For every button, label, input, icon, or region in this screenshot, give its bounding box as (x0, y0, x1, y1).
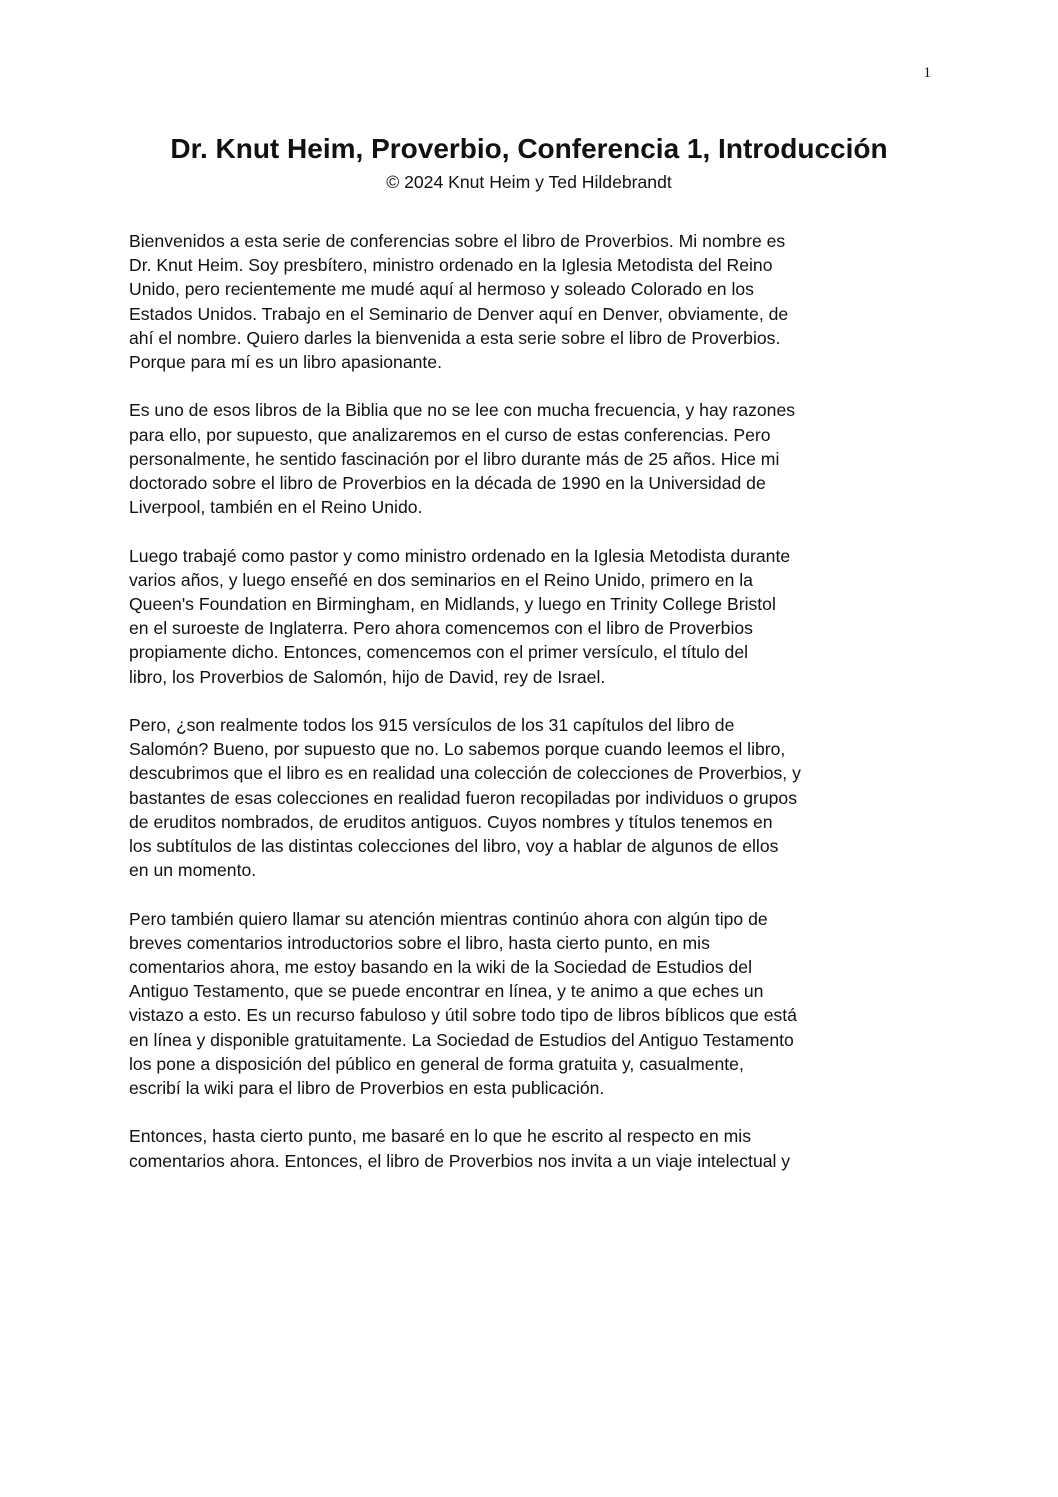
text-line: descubrimos que el libro es en realidad una colección de colecciones de Proverbios, y (129, 763, 801, 784)
page-number: 1 (923, 65, 931, 81)
text-line: en línea y disponible gratuitamente. La Sociedad de Estudios del Antiguo Testamento (129, 1029, 794, 1050)
paragraph (129, 713, 944, 882)
text-line: doctorado sobre el libro de Proverbios en la década de 1990 en la Universidad de (129, 473, 766, 494)
text-line: bastantes de esas colecciones en realidad fueron recopiladas por individuos o grupos (129, 787, 798, 808)
text-line: para ello, por supuesto, que analizaremos en el curso de estas conferencias. Pero (129, 424, 771, 445)
text-line: Queen's Foundation en Birmingham, en Midlands, y luego en Trinity College Bristol (129, 594, 776, 615)
text-line: Antiguo Testamento, que se puede encontrar en línea, y te animo a que eches un (129, 981, 764, 1002)
text-line: en el suroeste de Inglaterra. Pero ahora comencemos con el libro de Proverbios (129, 618, 753, 639)
document-title: Dr. Knut Heim, Proverbio, Conferencia 1, Introducción (170, 133, 888, 164)
text-line: Salomón? Bueno, por supuesto que no. Lo sabemos porque cuando leemos el libro, (129, 739, 786, 760)
paragraph (129, 1124, 944, 1172)
text-line: Pero también quiero llamar su atención mientras continúo ahora con algún tipo de (129, 908, 768, 929)
paragraph (129, 544, 944, 689)
text-line: Entonces, hasta cierto punto, me basaré en lo que he escrito al respecto en mis (129, 1126, 752, 1147)
text-line: comentarios ahora, me estoy basando en la wiki de la Sociedad de Estudios del (129, 957, 752, 978)
text-line: escribí la wiki para el libro de Proverbios en esta publicación. (129, 1078, 605, 1099)
text-line: Estados Unidos. Trabajo en el Seminario de Denver aquí en Denver, obviamente, de (129, 303, 789, 324)
text-line: varios años, y luego enseñé en dos seminarios en el Reino Unido, primero en la (129, 569, 753, 590)
paragraph (129, 907, 944, 1101)
text-line: de eruditos nombrados, de eruditos antiguos. Cuyos nombres y títulos tenemos en (129, 811, 773, 832)
text-line: vistazo a esto. Es un recurso fabuloso y útil sobre todo tipo de libros bíblicos que está (129, 1005, 797, 1026)
text-line: Dr. Knut Heim. Soy presbítero, ministro ordenado en la Iglesia Metodista del Reino (129, 255, 773, 276)
text-line: Luego trabajé como pastor y como ministro ordenado en la Iglesia Metodista durante (129, 545, 791, 566)
text-line: Liverpool, también en el Reino Unido. (129, 497, 423, 518)
text-line: libro, los Proverbios de Salomón, hijo de David, rey de Israel. (129, 666, 606, 687)
text-line: Porque para mí es un libro apasionante. (129, 352, 442, 373)
text-line: propiamente dicho. Entonces, comencemos con el primer versículo, el título del (129, 642, 749, 663)
text-line: Unido, pero recientemente me mudé aquí al hermoso y soleado Colorado en los (129, 279, 754, 300)
document-body (129, 229, 944, 1197)
text-line: Pero, ¿son realmente todos los 915 versículos de los 31 capítulos del libro de (129, 715, 735, 736)
copyright-line: © 2024 Knut Heim y Ted Hildebrandt (386, 172, 672, 192)
paragraph (129, 229, 944, 374)
text-line: Es uno de esos libros de la Biblia que no se lee con mucha frecuencia, y hay razones (129, 400, 796, 421)
text-line: breves comentarios introductorios sobre el libro, hasta cierto punto, en mis (129, 932, 710, 953)
text-line: Bienvenidos a esta serie de conferencias sobre el libro de Proverbios. Mi nombre es (129, 231, 786, 251)
text-line: los pone a disposición del público en general de forma gratuita y, casualmente, (129, 1053, 744, 1074)
text-line: personalmente, he sentido fascinación por el libro durante más de 25 años. Hice mi (129, 448, 780, 469)
text-line: en un momento. (129, 860, 257, 881)
text-line: comentarios ahora. Entonces, el libro de Proverbios nos invita a un viaje intelectual y (129, 1150, 791, 1171)
text-line: los subtítulos de las distintas colecciones del libro, voy a hablar de algunos de ellos (129, 836, 779, 857)
text-line: ahí el nombre. Quiero darles la bienvenida a esta serie sobre el libro de Proverbios. (129, 327, 781, 348)
paragraph (129, 398, 944, 519)
